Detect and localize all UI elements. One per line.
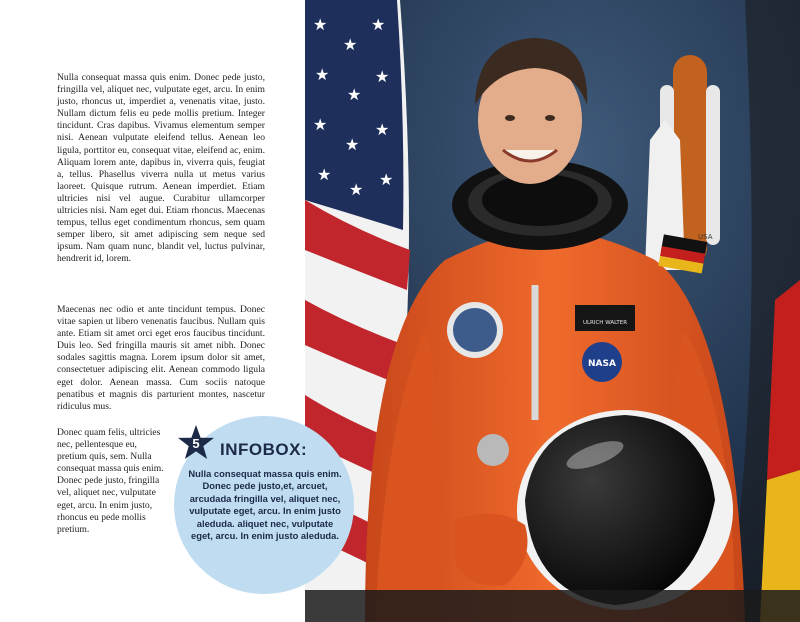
svg-text:★: ★ bbox=[347, 85, 362, 104]
svg-text:★: ★ bbox=[345, 135, 360, 154]
svg-text:★: ★ bbox=[315, 65, 330, 84]
svg-text:★: ★ bbox=[313, 115, 328, 134]
svg-text:★: ★ bbox=[371, 15, 386, 34]
svg-text:★: ★ bbox=[313, 15, 328, 34]
infobox-number: 5 bbox=[192, 436, 200, 451]
svg-text:★: ★ bbox=[317, 165, 332, 184]
nasa-patch: NASA bbox=[588, 359, 616, 369]
article-paragraph-1: Nulla consequat massa quis enim. Donec pede justo, fringilla vel, aliquet nec, vulputate eget, arcu. In enim justo, rhoncus ut, imperdiet a, venenatis vitae, justo. Nullam dictum felis eu pede mollis pretium. Integer tincidunt. Cras dapibus. Vivamus elementum semper nisi. Aenean vulputate eleifend tellus. Aenean leo ligula, porttitor eu, consequat vitae, eleifend ac, enim. Aliquam lorem ante, dapibus in, viverra quis, feugiat a, tellus. Phasellus viverra nulla ut metus varius laoreet. Quisque rutrum. Aenean imperdiet. Etiam ultricies nisi vel augue. Curabitur ullamcorper ultricies nisi. Nam eget dui. Etiam rhoncus. Maecenas tempus, tellus eget condimentum rhoncus, sem quam semper libero, sit amet adipiscing sem neque sed ipsum. Nam quam nunc, blandit vel, luctus pulvinar, hendrerit id, lorem. bbox=[57, 72, 265, 265]
astronaut-portrait-photo bbox=[305, 0, 800, 622]
name-tag: ULRICH WALTER bbox=[582, 320, 628, 326]
article-paragraph-2: Maecenas nec odio et ante tincidunt tempus. Donec vitae sapien ut libero venenatis faucibus. Nullam quis ante. Etiam sit amet orci eget eros faucibus tincidunt. Duis leo. Sed fringilla mauris sit amet nibh. Donec sodales sagittis magna. Lorem ipsum dolor sit amet, consectetuer adipiscing elit. Aenean commodo ligula eget dolor. Aenean massa. Cum sociis natoque penatibus et magnis dis parturient montes, nascetur ridiculus mus. bbox=[57, 304, 265, 412]
article-paragraph-3: Donec quam felis, ultricies nec, pellentesque eu, pretium quis, sem. Nulla consequat massa quis enim. Donec pede justo, fringilla vel, aliquet nec, vulputate eget, arcu. In enim justo, rhoncus eu pede mollis pretium. bbox=[57, 427, 164, 535]
helmet-image bbox=[517, 410, 733, 610]
infobox-title: INFOBOX: bbox=[220, 440, 308, 459]
infobox-body: Nulla consequat massa quis enim. Donec pede justo,et, arcuet, arcudada fringilla vel, aliquet nec, vulputate eget, arcu. In enim justo aleduda. aliquet nec, vulputate eget, arcu. In enim justo aleduda. bbox=[188, 468, 342, 542]
svg-text:★: ★ bbox=[375, 120, 390, 139]
svg-text:★: ★ bbox=[379, 170, 394, 189]
svg-text:★: ★ bbox=[375, 67, 390, 86]
svg-text:★: ★ bbox=[349, 180, 364, 199]
shuttle-label: USA bbox=[698, 233, 713, 241]
svg-text:★: ★ bbox=[343, 35, 358, 54]
